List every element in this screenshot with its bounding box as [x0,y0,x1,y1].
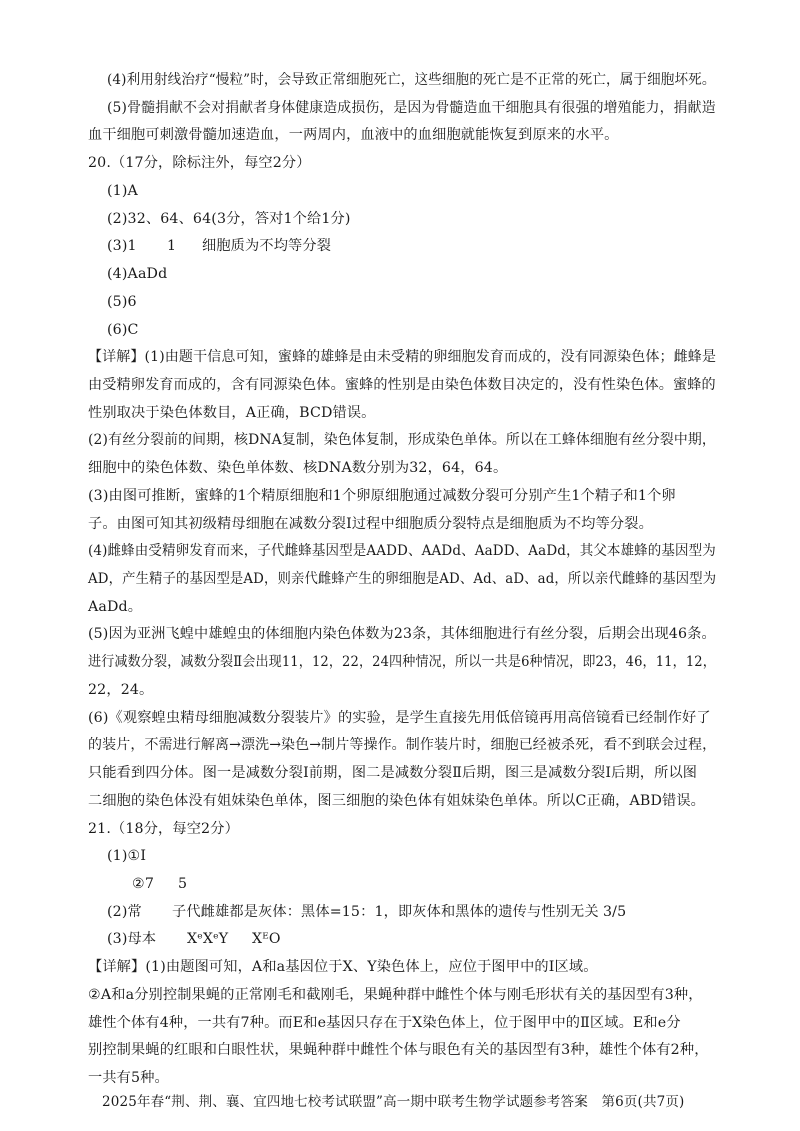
explanation-line: 由受精卵发育而成的，含有同源染色体。蜜蜂的性别是由染色体数目决定的，没有性染色体。蜜蜂的 [88,376,716,393]
explanation-line: 一共有5种。 [88,1070,169,1086]
explanation-line: 22，24。 [88,681,154,698]
answer-line: (3)1 [107,238,137,255]
text-line: 血干细胞可刺激骨髓加速造血，一两周内，血液中的血细胞就能恢复到原来的水平。 [88,127,619,144]
explanation-line: 的装片，不需进行解离→漂洗→染色→制片等操作。制作装片时，细胞已经被杀死，看不到联会过程， [88,737,717,754]
explanation-line: 二细胞的染色体没有姐妹染色单体，图三细胞的染色体有姐妹染色单体。所以C正确，ABD错误。 [88,792,706,809]
explanation-line: (6)《观察蝗虫精母细胞减数分裂装片》的实验，是学生直接先用低倍镜再用高倍镜看已经制作好了 [88,709,711,726]
answer-line: XᴱO [252,931,281,948]
explanation-line: 子。由图可知其初级精母细胞在减数分裂Ⅰ过程中细胞质分裂特点是细胞质为不均等分裂。 [88,515,653,532]
explanation-line: 进行减数分裂，减数分裂Ⅱ会出现11，12，22，24四种情况，所以一共是6种情况，即23，46，11，12， [88,654,716,671]
answer-line: (1)①Ⅰ [107,848,147,865]
explanation-line: 只能看到四分体。图一是减数分裂Ⅰ前期，图二是减数分裂Ⅱ后期，图三是减数分裂Ⅰ后期，所以图 [88,765,698,782]
text-line: (4)利用射线治疗“慢粒”时，会导致正常细胞死亡，这些细胞的死亡是不正常的死亡，属于细胞坏死。 [107,72,716,88]
answer-line: 3/5 [603,903,627,920]
answer-line: (6)C [107,321,139,338]
explanation-line: ②A和a分别控制果蝇的正常刚毛和截刚毛，果蝇种群中雌性个体与刚毛形状有关的基因型有3种， [88,986,703,1003]
explanation-line: 细胞中的染色体数、染色单体数、核DNA数分别为32，64，64。 [88,460,508,477]
page-footer: 2025年春“荆、荆、襄、宜四地七校考试联盟”高一期中联考生物学试题参考答案 第6页(共7页) [102,1094,685,1110]
explanation-line: (4)雌蜂由受精卵发育而来，子代雌蜂基因型是AADD、AADd、AaDD、AaDd，其父本雄蜂的基因型为 [88,543,716,560]
explanation-line: 别控制果蝇的红眼和白眼性状，果蝇种群中雌性个体与眼色有关的基因型有3种，雄性个体有2种， [88,1042,709,1059]
question-21-header: 21.（18分，每空2分） [88,820,239,837]
answer-line: XᵉXᵉY [187,931,229,948]
explanation-line: 性别取决于染色体数目，A正确，BCD错误。 [88,404,376,421]
explanation-line: 【详解】(1)由题图可知，A和a基因位于X、Y染色体上，应位于图甲中的Ⅰ区域。 [88,959,598,976]
answer-line: (5)6 [107,293,137,310]
explanation-line: 雄性个体有4种，一共有7种。而E和e基因只存在于X染色体上，位于图甲中的Ⅱ区域。E和e分 [88,1014,681,1031]
answer-line: (2)32、64、64(3分，答对1个给1分) [107,210,351,227]
question-20-header: 20.（17分，除标注外，每空2分） [88,155,311,172]
explanation-line: (3)由图可推断，蜜蜂的1个精原细胞和1个卵原细胞通过减数分裂可分别产生1个精子和1个卵 [88,487,676,504]
answer-line: 5 [178,875,188,892]
answer-line: (3)母本 [107,931,157,948]
explanation-line: 【详解】(1)由题干信息可知，蜜蜂的雄蜂是由未受精的卵细胞发育而成的，没有同源染色体；雌蜂是 [88,349,717,366]
explanation-line: AaDd。 [88,598,143,615]
explanation-line: (5)因为亚洲飞蝗中雄蝗虫的体细胞内染色体数为23条，其体细胞进行有丝分裂，后期会出现46条。 [88,626,716,643]
text-line: (5)骨髓捐献不会对捐献者身体健康造成损伤，是因为骨髓造血干细胞具有很强的增殖能力，捐献造 [107,99,716,116]
answer-line: (4)AaDd [107,266,168,283]
explanation-line: AD，产生精子的基因型是AD，则亲代雌蜂产生的卵细胞是AD、Ad、aD、ad，所以亲代雌蜂的基因型为 [88,571,717,587]
answer-line: (1)A [107,182,138,199]
answer-line: (2)常 [107,903,142,920]
explanation-line: (2)有丝分裂前的间期，核DNA复制，染色体复制，形成染色单体。所以在工蜂体细胞有丝分裂中期， [88,432,716,449]
answer-line: 细胞质为不均等分裂 [202,238,332,255]
answer-line: 1 [167,238,177,255]
answer-line: ②7 [132,875,155,892]
answer-line: 子代雌雄都是灰体：黑体=15：1，即灰体和黑体的遗传与性别无关 [172,903,599,920]
